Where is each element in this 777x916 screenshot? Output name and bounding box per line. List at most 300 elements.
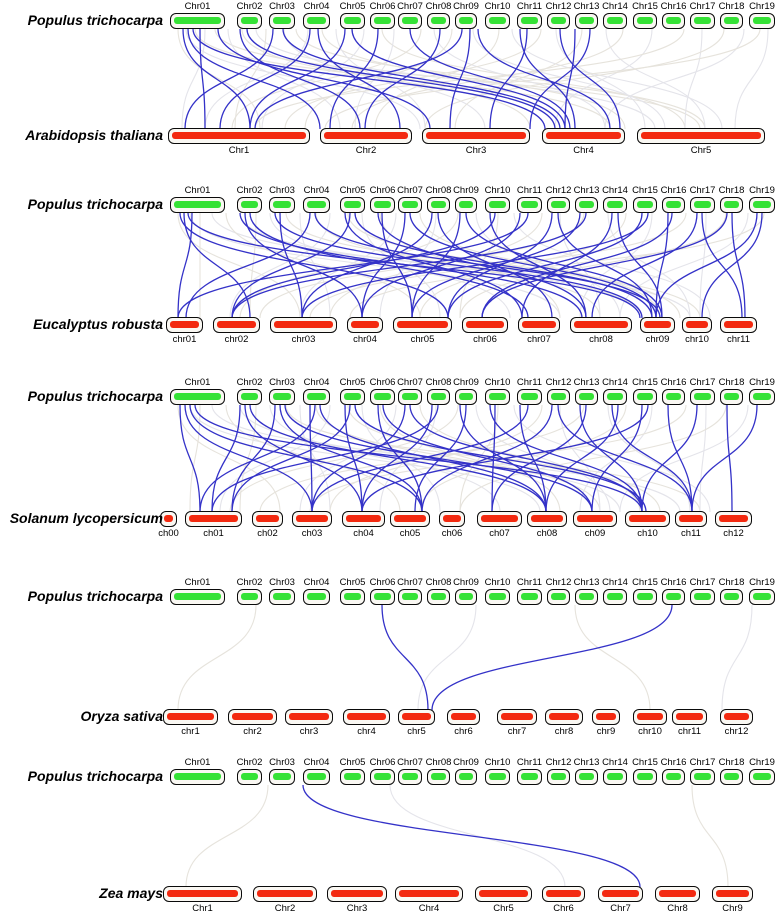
chromosome-label: chr7 <box>507 726 527 737</box>
chromosome-label: ch10 <box>637 528 658 539</box>
chromosome-label: Chr18 <box>718 185 745 196</box>
chromosome-block <box>285 709 333 725</box>
chromosome-bar <box>607 593 623 600</box>
chromosome-bar <box>426 132 526 139</box>
chromosome-block <box>655 886 700 902</box>
chromosome-bar <box>694 393 711 400</box>
chromosome-bar <box>579 17 594 24</box>
chromosome-label: Chr12 <box>545 185 572 196</box>
chromosome-bar <box>602 890 639 897</box>
chromosome-block <box>455 13 477 29</box>
chromosome-label: chr08 <box>589 334 613 345</box>
chromosome-block <box>393 317 452 333</box>
chromosome-block <box>269 769 295 785</box>
chromosome-bar <box>217 321 256 328</box>
chromosome-bar <box>172 132 306 139</box>
chromosome-label: Chr07 <box>397 577 423 588</box>
chromosome-label: Chr12 <box>545 577 572 588</box>
chromosome-block <box>237 589 262 605</box>
chromosome-bar <box>344 773 361 780</box>
chromosome-bar <box>641 132 761 139</box>
chromosome-bar <box>346 515 381 522</box>
chromosome-block <box>303 589 330 605</box>
chromosome-label: Chr06 <box>369 185 396 196</box>
chromosome-label: Chr14 <box>602 577 628 588</box>
chromosome-block <box>475 886 532 902</box>
chromosome-block <box>633 13 657 29</box>
chromosome-label: Chr08 <box>425 377 452 388</box>
chromosome-block <box>163 886 242 902</box>
chromosome-label: ch02 <box>257 528 278 539</box>
chromosome-label: Chr6 <box>553 903 574 914</box>
chromosome-block <box>715 511 752 527</box>
chromosome-bar <box>489 17 506 24</box>
chromosome-block <box>682 317 712 333</box>
chromosome-block <box>690 769 715 785</box>
chromosome-block <box>517 13 542 29</box>
chromosome-block <box>672 709 707 725</box>
chromosome-label: Chr15 <box>632 185 658 196</box>
background-link <box>605 29 744 129</box>
chromosome-label: Chr7 <box>610 903 631 914</box>
chromosome-bar <box>666 201 681 208</box>
chromosome-label: chr4 <box>357 726 376 737</box>
background-link <box>692 785 728 887</box>
chromosome-block <box>662 197 685 213</box>
chromosome-block <box>303 769 330 785</box>
chromosome-label: Chr19 <box>749 377 775 388</box>
chromosome-bar <box>521 17 538 24</box>
chromosome-bar <box>686 321 708 328</box>
chromosome-label: Chr06 <box>369 1 396 12</box>
chromosome-block <box>633 769 657 785</box>
chromosome-bar <box>402 201 418 208</box>
chromosome-label: Chr19 <box>749 1 775 12</box>
chromosome-label: chr10 <box>638 726 662 737</box>
chromosome-block <box>228 709 277 725</box>
chromosome-block <box>720 709 753 725</box>
chromosome-block <box>455 589 477 605</box>
chromosome-block <box>573 511 617 527</box>
chromosome-bar <box>164 515 173 522</box>
chromosome-label: Chr1 <box>192 903 213 914</box>
chromosome-label: Chr11 <box>516 185 543 196</box>
chromosome-block <box>603 589 627 605</box>
chromosome-bar <box>724 593 739 600</box>
chromosome-block <box>168 128 310 144</box>
chromosome-bar <box>174 773 221 780</box>
chromosome-bar <box>753 593 771 600</box>
synteny-link <box>382 605 428 710</box>
chromosome-bar <box>174 17 221 24</box>
background-link <box>606 29 705 129</box>
chromosome-label: Chr17 <box>689 1 716 12</box>
chromosome-block <box>720 589 743 605</box>
chromosome-label: Chr13 <box>573 1 600 12</box>
chromosome-bar <box>579 773 594 780</box>
chromosome-label: Chr01 <box>184 377 211 388</box>
chromosome-label: Chr04 <box>303 577 330 588</box>
background-link <box>700 405 706 512</box>
chromosome-block <box>720 197 743 213</box>
chromosome-block <box>603 389 627 405</box>
chromosome-bar <box>451 713 476 720</box>
chromosome-bar <box>644 321 671 328</box>
chromosome-bar <box>189 515 238 522</box>
chromosome-label: Chr15 <box>632 377 658 388</box>
chromosome-bar <box>344 17 361 24</box>
chromosome-label: Chr04 <box>303 757 330 768</box>
chromosome-bar <box>399 890 459 897</box>
chromosome-block <box>427 13 450 29</box>
chromosome-label: Chr13 <box>573 757 600 768</box>
chromosome-block <box>170 197 225 213</box>
chromosome-label: Chr18 <box>718 377 745 388</box>
chromosome-bar <box>307 393 326 400</box>
chromosome-block <box>398 389 422 405</box>
chromosome-label: Chr5 <box>493 903 514 914</box>
chromosome-bar <box>676 713 703 720</box>
chromosome-label: Chr03 <box>269 577 295 588</box>
chromosome-block <box>662 389 685 405</box>
chromosome-block <box>527 511 567 527</box>
chromosome-bar <box>331 890 383 897</box>
chromosome-bar <box>170 321 199 328</box>
chromosome-label: chr12 <box>724 726 749 737</box>
chromosome-block <box>575 13 598 29</box>
chromosome-block <box>163 709 218 725</box>
chromosome-label: Chr11 <box>516 1 543 12</box>
chromosome-label: Chr10 <box>484 757 511 768</box>
chromosome-block <box>170 769 225 785</box>
species-label: Populus trichocarpa <box>27 588 163 604</box>
chromosome-label: ch08 <box>536 528 558 539</box>
chromosome-label: Chr03 <box>269 185 295 196</box>
chromosome-block <box>662 769 685 785</box>
chromosome-label: Chr03 <box>269 377 295 388</box>
chromosome-block <box>749 197 775 213</box>
chromosome-bar <box>394 515 426 522</box>
chromosome-bar <box>753 201 771 208</box>
chromosome-label: chr3 <box>299 726 319 737</box>
chromosome-label: Chr01 <box>184 1 211 12</box>
chromosome-bar <box>459 393 473 400</box>
chromosome-bar <box>637 593 653 600</box>
chromosome-block <box>497 709 537 725</box>
chromosome-block <box>340 769 365 785</box>
chromosome-label: Chr15 <box>632 577 658 588</box>
chromosome-block <box>370 389 395 405</box>
chromosome-label: Chr02 <box>236 1 263 12</box>
chromosome-block <box>598 886 643 902</box>
chromosome-bar <box>724 773 739 780</box>
chromosome-bar <box>551 17 566 24</box>
chromosome-label: chr03 <box>291 334 316 345</box>
chromosome-bar <box>273 393 291 400</box>
chromosome-block <box>170 589 225 605</box>
chromosome-label: Chr11 <box>516 757 543 768</box>
species-label: Eucalyptus robusta <box>33 316 163 332</box>
chromosome-bar <box>679 515 703 522</box>
chromosome-bar <box>459 17 473 24</box>
chromosome-bar <box>257 890 313 897</box>
chromosome-block <box>603 769 627 785</box>
chromosome-bar <box>431 593 446 600</box>
chromosome-label: Chr07 <box>397 377 423 388</box>
chromosome-bar <box>402 17 418 24</box>
synteny-link <box>727 405 732 512</box>
chromosome-bar <box>296 515 328 522</box>
chromosome-bar <box>374 17 391 24</box>
chromosome-label: Chr2 <box>274 903 296 914</box>
background-link <box>375 29 499 129</box>
background-link <box>186 785 268 887</box>
chromosome-bar <box>174 201 221 208</box>
chromosome-bar <box>637 393 653 400</box>
synteny-link <box>245 213 362 318</box>
chromosome-block <box>439 511 465 527</box>
chromosome-block <box>690 389 715 405</box>
chromosome-block <box>427 197 450 213</box>
chromosome-bar <box>431 17 446 24</box>
chromosome-bar <box>307 201 326 208</box>
chromosome-block <box>625 511 670 527</box>
chromosome-label: chr05 <box>410 334 435 345</box>
chromosome-label: Chr07 <box>397 757 423 768</box>
chromosome-block <box>252 511 283 527</box>
chromosome-block <box>320 128 412 144</box>
chromosome-bar <box>431 773 446 780</box>
chromosome-block <box>269 589 295 605</box>
chromosome-bar <box>522 321 556 328</box>
chromosome-block <box>269 197 295 213</box>
synteny-link <box>732 213 745 318</box>
chromosome-bar <box>232 713 273 720</box>
synteny-link <box>432 605 672 710</box>
synteny-link <box>692 405 757 512</box>
chromosome-block <box>720 13 743 29</box>
chromosome-label: Chr06 <box>369 757 396 768</box>
chromosome-block <box>398 769 422 785</box>
chromosome-bar <box>694 201 711 208</box>
chromosome-label: Chr19 <box>749 577 775 588</box>
chromosome-bar <box>716 890 749 897</box>
chromosome-block <box>517 389 542 405</box>
chromosome-label: ch00 <box>158 528 179 539</box>
chromosome-label: ch06 <box>441 528 463 539</box>
chromosome-label: Chr17 <box>689 377 716 388</box>
chromosome-block <box>455 197 477 213</box>
chromosome-block <box>340 197 365 213</box>
chromosome-block <box>340 389 365 405</box>
chromosome-block <box>542 886 585 902</box>
chromosome-bar <box>459 201 473 208</box>
chromosome-block <box>547 389 570 405</box>
chromosome-block <box>633 197 657 213</box>
chromosome-label: Chr09 <box>453 377 479 388</box>
chromosome-block <box>170 13 225 29</box>
species-label: Solanum lycopersicum <box>9 510 163 526</box>
chromosome-bar <box>637 201 653 208</box>
chromosome-bar <box>273 773 291 780</box>
chromosome-bar <box>273 201 291 208</box>
chromosome-bar <box>719 515 748 522</box>
chromosome-bar <box>481 515 518 522</box>
chromosome-label: Chr09 <box>453 757 479 768</box>
chromosome-label: Chr10 <box>484 1 511 12</box>
species-label: Populus trichocarpa <box>27 12 163 28</box>
chromosome-bar <box>551 773 566 780</box>
chromosome-label: ch07 <box>489 528 510 539</box>
synteny-link <box>656 213 757 318</box>
chromosome-label: Chr08 <box>425 185 452 196</box>
chromosome-label: Chr03 <box>269 757 295 768</box>
chromosome-label: Chr11 <box>516 377 543 388</box>
chromosome-label: Chr02 <box>236 185 263 196</box>
chromosome-bar <box>753 773 771 780</box>
chromosome-label: Chr18 <box>718 757 745 768</box>
chromosome-bar <box>347 713 386 720</box>
chromosome-bar <box>579 201 594 208</box>
chromosome-label: ch11 <box>681 528 701 539</box>
chromosome-label: Chr14 <box>602 377 628 388</box>
background-link <box>575 605 650 710</box>
chromosome-block <box>342 511 385 527</box>
chromosome-block <box>455 769 477 785</box>
chromosome-bar <box>579 593 594 600</box>
chromosome-bar <box>666 773 681 780</box>
background-link <box>178 605 256 710</box>
chromosome-bar <box>241 17 258 24</box>
chromosome-label: Chr13 <box>573 577 600 588</box>
chromosome-label: Chr12 <box>545 377 572 388</box>
chromosome-label: Chr17 <box>689 185 716 196</box>
chromosome-block <box>749 589 775 605</box>
chromosome-bar <box>241 593 258 600</box>
chromosome-block <box>517 197 542 213</box>
chromosome-block <box>343 709 390 725</box>
chromosome-label: Chr04 <box>303 1 330 12</box>
chromosome-block <box>662 13 685 29</box>
chromosome-bar <box>307 773 326 780</box>
species-label: Oryza sativa <box>80 708 163 724</box>
chromosome-label: Chr18 <box>718 577 745 588</box>
chromosome-block <box>347 317 383 333</box>
chromosome-bar <box>577 515 613 522</box>
chromosome-label: Chr05 <box>339 1 366 12</box>
chromosome-label: chr5 <box>407 726 426 737</box>
background-link <box>190 405 200 512</box>
chromosome-label: Chr2 <box>355 145 377 156</box>
chromosome-label: chr2 <box>243 726 262 737</box>
chromosome-bar <box>659 890 696 897</box>
chromosome-bar <box>551 593 566 600</box>
chromosome-bar <box>489 201 506 208</box>
chromosome-label: Chr05 <box>339 185 366 196</box>
chromosome-block <box>575 389 598 405</box>
chromosome-bar <box>344 393 361 400</box>
chromosome-label: ch01 <box>203 528 224 539</box>
chromosome-bar <box>724 17 739 24</box>
chromosome-block <box>640 317 675 333</box>
synteny-link <box>303 785 640 887</box>
chromosome-block <box>253 886 317 902</box>
chromosome-block <box>603 13 627 29</box>
chromosome-bar <box>724 713 749 720</box>
chromosome-bar <box>607 201 623 208</box>
chromosome-block <box>213 317 260 333</box>
chromosome-bar <box>521 773 538 780</box>
chromosome-label: Chr1 <box>228 145 250 156</box>
chromosome-bar <box>521 201 538 208</box>
background-link <box>262 29 364 129</box>
chromosome-label: Chr01 <box>184 185 211 196</box>
chromosome-label: chr01 <box>172 334 197 345</box>
chromosome-label: Chr10 <box>484 185 511 196</box>
chromosome-label: Chr15 <box>632 757 658 768</box>
chromosome-block <box>340 589 365 605</box>
chromosome-bar <box>753 393 771 400</box>
chromosome-block <box>542 128 625 144</box>
chromosome-block <box>185 511 242 527</box>
chromosome-block <box>370 13 395 29</box>
chromosome-label: Chr3 <box>465 145 487 156</box>
chromosome-label: Chr09 <box>453 1 479 12</box>
chromosome-bar <box>607 393 623 400</box>
chromosome-bar <box>374 593 391 600</box>
chromosome-bar <box>459 773 473 780</box>
species-label: Populus trichocarpa <box>27 768 163 784</box>
chromosome-bar <box>374 773 391 780</box>
chromosome-bar <box>374 201 391 208</box>
chromosome-bar <box>174 393 221 400</box>
chromosome-label: Chr16 <box>660 185 687 196</box>
chromosome-block <box>485 769 510 785</box>
chromosome-label: Chr10 <box>484 377 511 388</box>
chromosome-label: chr06 <box>473 334 497 345</box>
chromosome-label: Chr17 <box>689 757 716 768</box>
chromosome-label: Chr16 <box>660 377 687 388</box>
chromosome-bar <box>174 593 221 600</box>
chromosome-bar <box>694 593 711 600</box>
chromosome-bar <box>694 773 711 780</box>
chromosome-block <box>690 197 715 213</box>
chromosome-block <box>690 13 715 29</box>
chromosome-block <box>237 197 262 213</box>
chromosome-label: Chr14 <box>602 757 628 768</box>
chromosome-bar <box>753 17 771 24</box>
chromosome-bar <box>549 713 579 720</box>
chromosome-label: chr1 <box>181 726 200 737</box>
chromosome-bar <box>402 773 418 780</box>
chromosome-block <box>690 589 715 605</box>
background-link <box>178 405 280 512</box>
chromosome-bar <box>546 132 621 139</box>
chromosome-block <box>237 769 262 785</box>
chromosome-bar <box>724 393 739 400</box>
chromosome-block <box>427 389 450 405</box>
chromosome-label: ch04 <box>353 528 374 539</box>
chromosome-bar <box>551 201 566 208</box>
chromosome-label: ch12 <box>723 528 744 539</box>
chromosome-bar <box>443 515 461 522</box>
chromosome-block <box>547 589 570 605</box>
chromosome-label: Chr4 <box>573 145 594 156</box>
chromosome-block <box>269 389 295 405</box>
chromosome-block <box>592 709 620 725</box>
chromosome-label: Chr13 <box>573 185 600 196</box>
chromosome-block <box>395 886 463 902</box>
